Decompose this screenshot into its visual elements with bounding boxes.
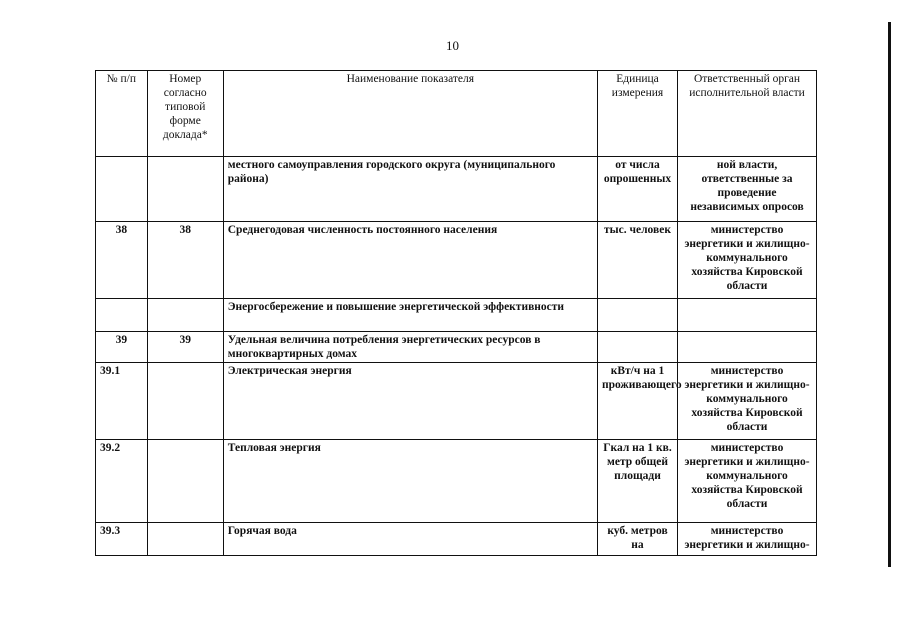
header-unit: Единица измерения bbox=[597, 71, 677, 157]
cell-name: Горячая вода bbox=[223, 523, 597, 556]
cell-form: 39 bbox=[147, 332, 223, 363]
cell-org: министерство энергетики и жилищно- bbox=[678, 523, 817, 556]
table-row bbox=[96, 523, 817, 556]
cell-num: 38 bbox=[96, 222, 148, 299]
table-row bbox=[96, 157, 817, 222]
cell-org: министерство энергетики и жилищно-коммунального хозяйства Кировской области bbox=[678, 363, 817, 440]
cell-unit bbox=[597, 332, 677, 363]
cell-unit: куб. метров на bbox=[597, 523, 677, 556]
cell-unit: тыс. человек bbox=[597, 222, 677, 299]
cell-form: 38 bbox=[147, 222, 223, 299]
cell-form bbox=[147, 440, 223, 523]
cell-org bbox=[678, 299, 817, 332]
cell-org: ной власти, ответственные за проведение независимых опросов bbox=[678, 157, 817, 222]
cell-form bbox=[147, 363, 223, 440]
cell-org: министерство энергетики и жилищно-коммунального хозяйства Кировской области bbox=[678, 440, 817, 523]
cell-form bbox=[147, 523, 223, 556]
cell-name: Энергосбережение и повышение энергетической эффективности bbox=[223, 299, 597, 332]
table-header-row bbox=[96, 71, 817, 157]
header-num: № п/п bbox=[96, 71, 148, 157]
header-name: Наименование показателя bbox=[223, 71, 597, 157]
cell-num: 39.3 bbox=[96, 523, 148, 556]
cell-name: местного самоуправления городского округа (муниципального района) bbox=[223, 157, 597, 222]
indicator-table bbox=[95, 70, 817, 556]
cell-num bbox=[96, 299, 148, 332]
cell-name: Тепловая энергия bbox=[223, 440, 597, 523]
table-row bbox=[96, 299, 817, 332]
page-number: 10 bbox=[446, 38, 459, 53]
table-row bbox=[96, 363, 817, 440]
cell-num: 39.1 bbox=[96, 363, 148, 440]
table-row bbox=[96, 440, 817, 523]
cell-name: Среднегодовая численность постоянного населения bbox=[223, 222, 597, 299]
cell-unit: от числа опрошенных bbox=[597, 157, 677, 222]
cell-unit bbox=[597, 299, 677, 332]
margin-rule bbox=[888, 22, 891, 567]
cell-org bbox=[678, 332, 817, 363]
cell-num: 39.2 bbox=[96, 440, 148, 523]
cell-org: министерство энергетики и жилищно-коммунального хозяйства Кировской области bbox=[678, 222, 817, 299]
cell-num bbox=[96, 157, 148, 222]
table-row bbox=[96, 222, 817, 299]
cell-form bbox=[147, 157, 223, 222]
cell-name: Удельная величина потребления энергетических ресурсов в многоквартирных домах bbox=[223, 332, 597, 363]
cell-unit: Гкал на 1 кв. метр общей площади bbox=[597, 440, 677, 523]
cell-name: Электрическая энергия bbox=[223, 363, 597, 440]
cell-form bbox=[147, 299, 223, 332]
cell-unit: кВт/ч на 1 проживающего bbox=[597, 363, 677, 440]
table-row bbox=[96, 332, 817, 363]
header-form: Номер согласно типовой форме доклада* bbox=[147, 71, 223, 157]
header-org: Ответственный орган исполнительной власти bbox=[678, 71, 817, 157]
cell-num: 39 bbox=[96, 332, 148, 363]
